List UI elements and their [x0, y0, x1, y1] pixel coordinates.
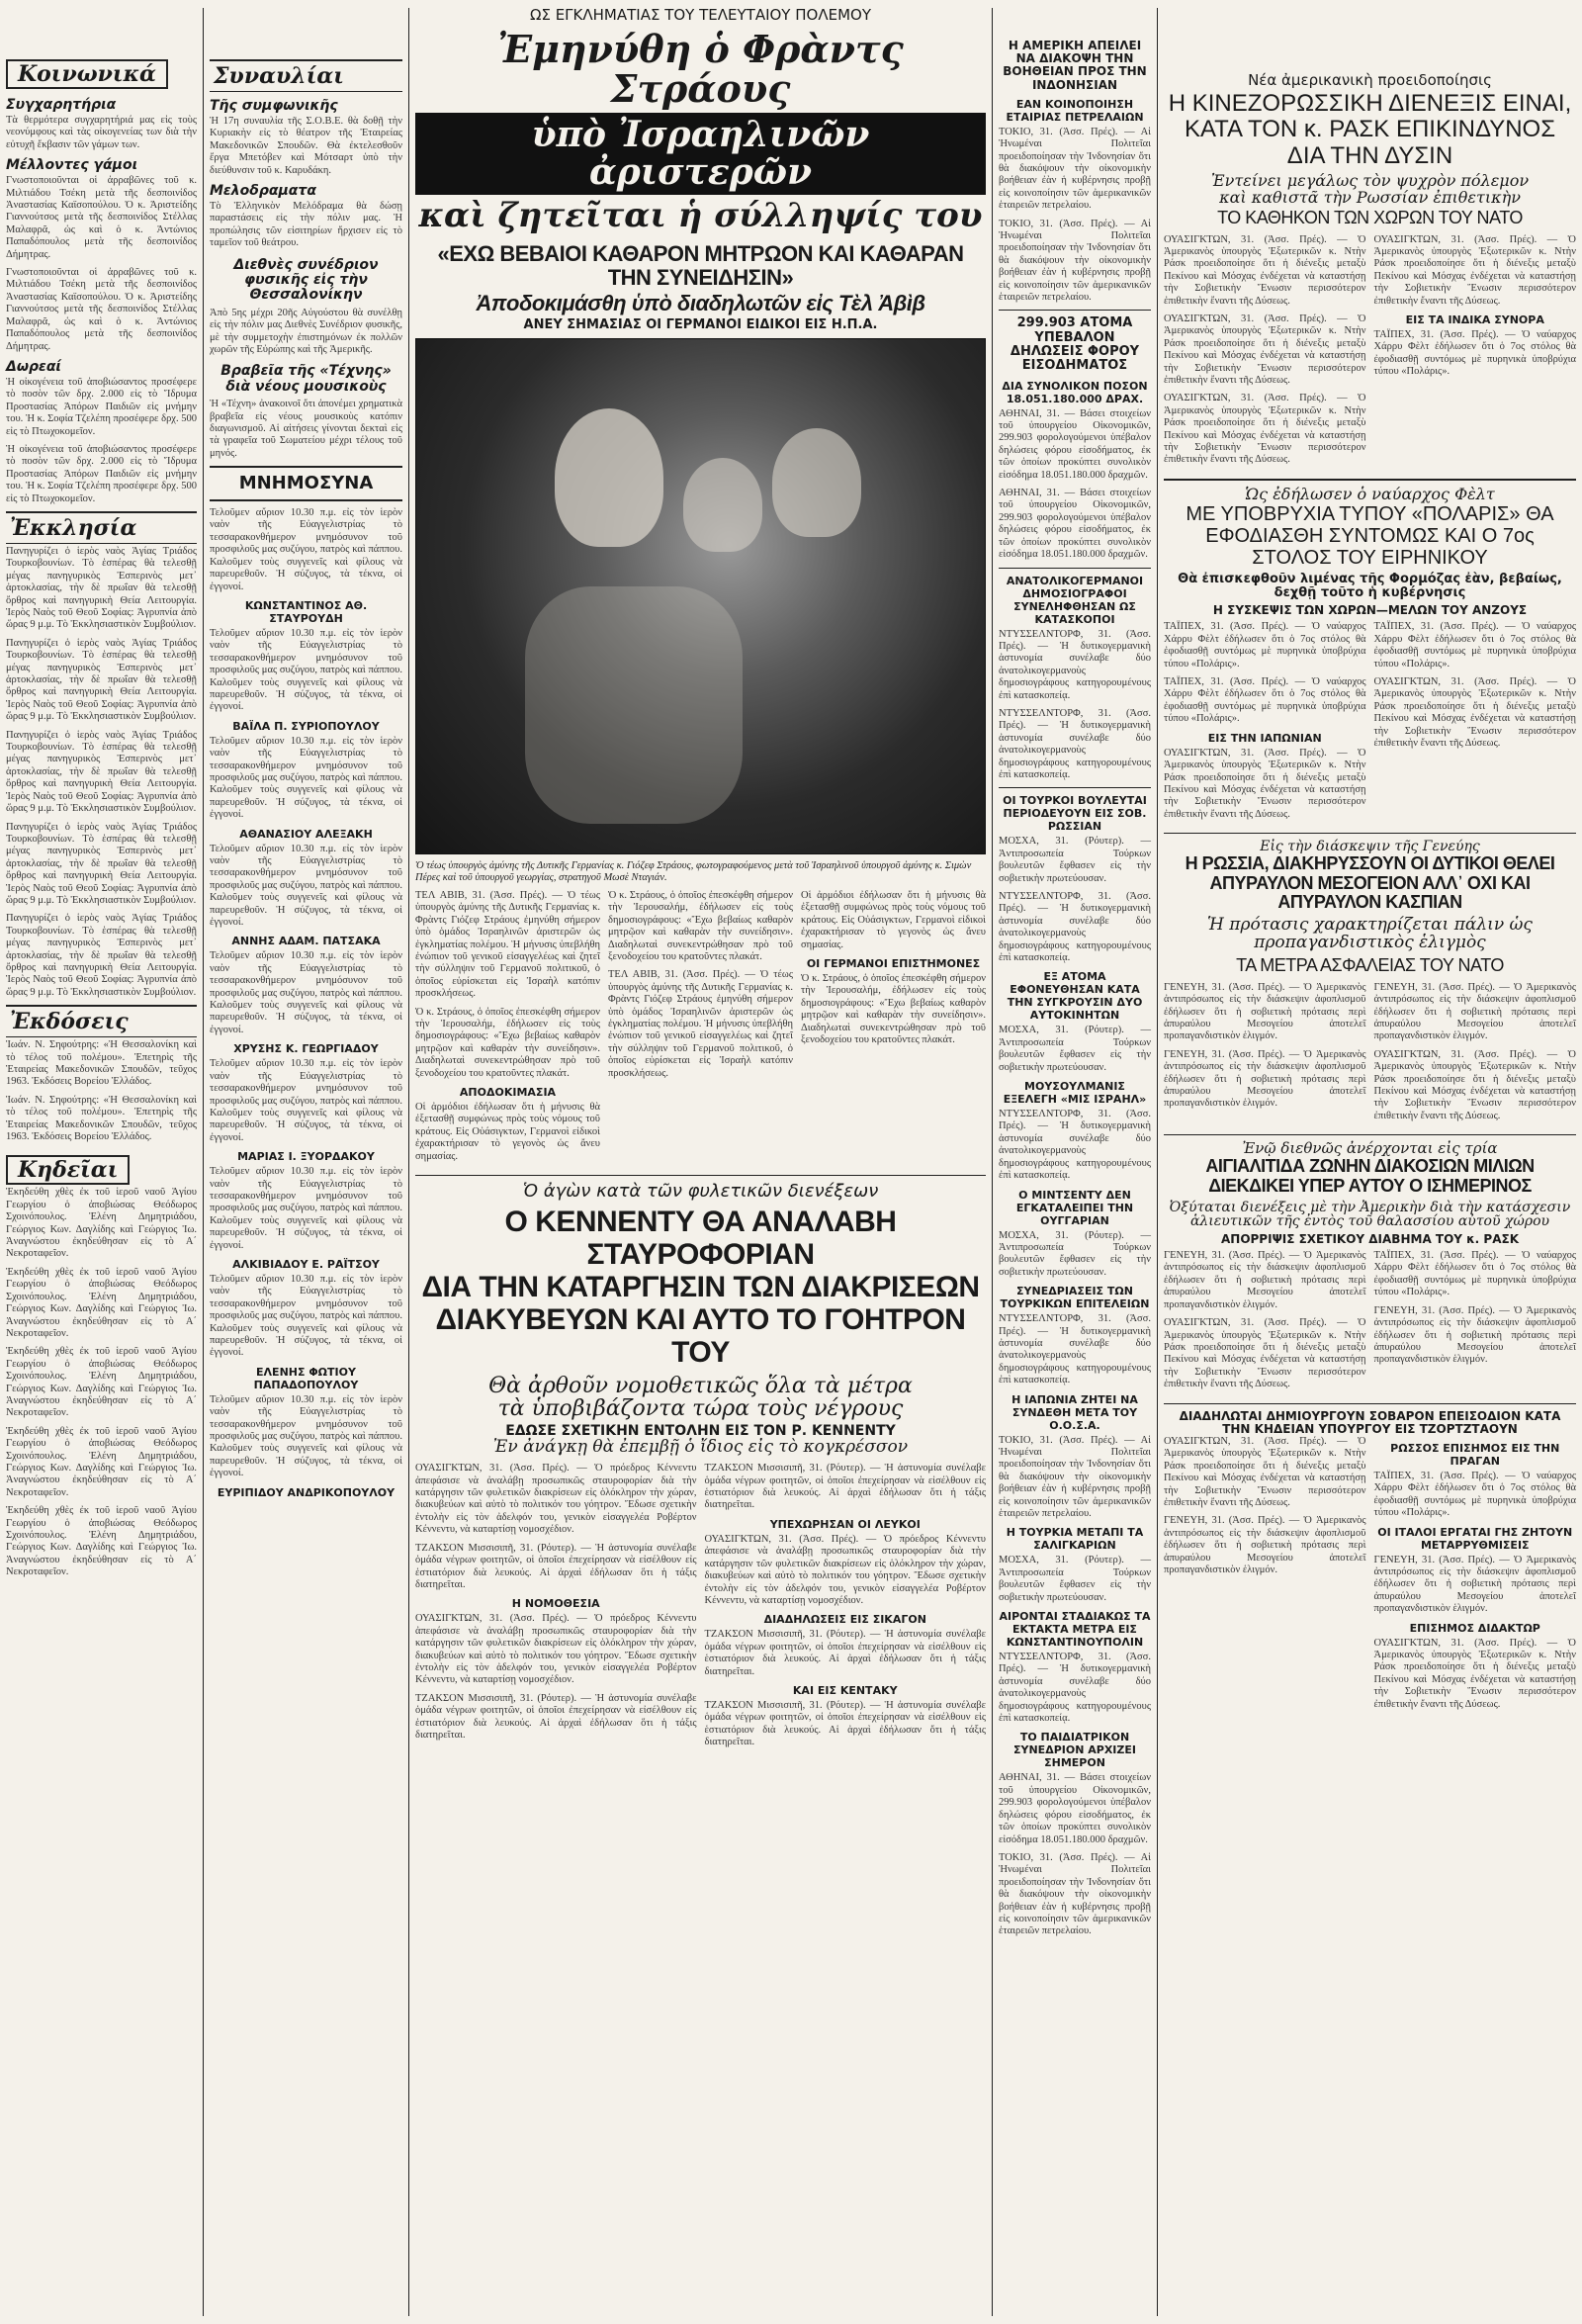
italy-head: ΟΙ ΙΤΑΛΟΙ ΕΡΓΑΤΑΙ ΓΗΣ ΖΗΤΟΥΝ ΜΕΤΑΡΡΥΘΜΙΣΕΙΣ [1377, 1525, 1573, 1552]
kennedy-head-3: ΔΙΑΚΥΒΕΥΩΝ ΚΑΙ ΑΥΤΟ ΤΟ ΓΟΗΤΡΟΝ ΤΟΥ [435, 1302, 966, 1369]
memorial-head: ΜΝΗΜΟΣΥΝΑ [238, 473, 374, 494]
memorial-name: ΧΡΥΣΗΣ Κ. ΓΕΩΡΓΙΑΔΟΥ [233, 1042, 379, 1056]
india-head: ΕΙΣ ΤΑ ΙΝΔΙΚΑ ΣΥΝΟΡΑ [1405, 313, 1544, 326]
disapproval-head: ΑΠΟΔΟΚΙΜΑΣΙΑ [459, 1086, 557, 1100]
georgetown-story-cont: ΓΕΝΕΥΗ, 31. (Ἀσσ. Πρές). — Ὁ Ἀμερικανὸς ἀντιπρόσωπος εἰς τὴν διάσκεψιν ἀφοπλισμοῦ ἐδήλωσεν ὅτι ἡ σοβιετικὴ πρότασις περὶ ἀπυραύλου Μεσογείου ἀποτελεῖ προπαγανδιστικὸν ἑλιγμόν. [1164, 1515, 1366, 1575]
strauss-story-left: ΤΕΛ ΑΒΙΒ, 31. (Ἀσσ. Πρές). — Ὁ τέως ὑπουργὸς ἀμύνης τῆς Δυτικῆς Γερμανίας κ. Φρὰντς Γιόζεφ Στράους ἐμηνύθη σήμερον ὑπὸ ὁμάδος Ἰσραηλινῶν ἀριστερῶν ὡς ἐγκληματίας πολέμου. Ἡ μήνυσις ὑπεβλήθη ἐνώπιον τοῦ γενικοῦ εἰσαγγελέως καὶ ζητεῖ τὴν σύλληψιν τοῦ Γερμανοῦ πολιτικοῦ, ὁ ὁποῖος εὑρίσκεται εἰς Ἰσραὴλ κατόπιν προσκλήσεως. [415, 889, 600, 1000]
photo-figure [525, 586, 743, 824]
rusk-story-b: ΟΥΑΣΙΓΚΤΩΝ, 31. (Ἀσσ. Πρές). — Ὁ Ἀμερικανὸς ὑπουργὸς Ἐξωτερικῶν κ. Ντὴν Ράσκ προειδοποίησε ὅτι ἡ διένεξις μεταξὺ Πεκίνου καὶ Μόσχας ἐνδέχεται νὰ καταστήσῃ τὴν Σοβιετικὴν Ἕνωσιν περισσότερον ἐπιθετικὴν ἔναντι τῆς Δύσεως. [1373, 233, 1576, 307]
engagements-text: Γνωστοποιοῦνται οἱ ἀρραβῶνες τοῦ κ. Μιλτιάδου Τσέκη μετὰ τῆς δεσποινίδος Ἀναστασίας Καϊσοπούλου. Ὁ κ. Ἀριστείδης Γιαννούτσος μετὰ τῆς δεσποινίδος Στέλλας Μαλαφρᾶ, ὡς καὶ ὁ κ. Ἀντώνιος Παπαδόπουλος μετὰ τῆς δεσποινίδος Δήμητρας. [6, 175, 197, 260]
church-text-cont: Πανηγυρίζει ὁ ἱερὸς ναὸς Ἁγίας Τριάδος Τουρκοβουνίων. Τὸ ἑσπέρας θὰ τελεσθῇ μέγας πανηγυρικὸς Ἑσπερινὸς μετ᾿ ἀρτοκλασίας, τὴν δὲ πρωΐαν θὰ τελεσθῇ ὄρθρος καὶ πανηγυρικὴ Θεία Λειτουργία. Ἱερὸς Ναὸς τοῦ Θεοῦ Σοφίας: Ἀγρυπνία ἀπὸ ὥρας 9 μ.μ. Τὸ Ἐκκλησιαστικὸν Συμβούλιον. [6, 637, 197, 723]
congrats-text: Τὰ θερμότερα συγχαρητήριά μας εἰς τοὺς νεονύμφους καὶ τὰς οἰκογενείας των διὰ τὴν εὐτυχῆ ἔκβασιν τῶν γάμων των. [6, 115, 197, 150]
memorial-name: ΑΝΝΗΣ ΑΔΑΜ. ΠΑΤΣΑΚΑ [231, 935, 381, 948]
church-text: Πανηγυρίζει ὁ ἱερὸς ναὸς Ἁγίας Τριάδος Τουρκοβουνίων. Τὸ ἑσπέρας θὰ τελεσθῇ μέγας πανηγυρικὸς Ἑσπερινὸς μετ᾿ ἀρτοκλασίας, τὴν δὲ πρωΐαν θὰ τελεσθῇ ὄρθρος καὶ πανηγυρικὴ Θεία Λειτουργία. Ἱερὸς Ναὸς τοῦ Θεοῦ Σοφίας: Ἀγρυπνία ἀπὸ ὥρας 9 μ.μ. Τὸ Ἐκκλησιαστικὸν Συμβούλιον. [6, 545, 197, 631]
memorial-text: Τελοῦμεν αὔριον 10.30 π.μ. εἰς τὸν ἱερὸν ναὸν τῆς Εὐαγγελιστρίας τὸ τεσσαρακονθήμερον μνημόσυνον τοῦ προσφιλοῦς μας συζύγου, πατρὸς καὶ πάππου. Καλοῦμεν τοὺς συγγενεῖς καὶ φίλους νὰ παρευρεθοῦν. Ἡ σύζυγος, τὰ τέκνα, οἱ ἐγγονοί. [210, 1166, 402, 1251]
strauss-story-right-cont: Ὁ κ. Στράους, ὁ ὁποῖος ἐπεσκέφθη σήμερον τὴν Ἱερουσαλήμ, ἐδήλωσεν εἰς τοὺς δημοσιογράφους: «Ἔχω βεβαίως καθαρὸν μητρῷον καὶ καθαρὰν τὴν συνείδησιν». Διαδηλωταὶ συνεκεντρώθησαν πρὸ τοῦ ξενοδοχείου του κρατοῦντες πλακάτ. [801, 972, 986, 1045]
church-text-cont2: Πανηγυρίζει ὁ ἱερὸς ναὸς Ἁγίας Τριάδος Τουρκοβουνίων. Τὸ ἑσπέρας θὰ τελεσθῇ μέγας πανηγυρικὸς Ἑσπερινὸς μετ᾿ ἀρτοκλασίας, τὴν δὲ πρωΐαν θὰ τελεσθῇ ὄρθρος καὶ πανηγυρικὴ Θεία Λειτουργία. Ἱερὸς Ναὸς τοῦ Θεοῦ Σοφίας: Ἀγρυπνία ἀπὸ ὥρας 9 μ.μ. Τὸ Ἐκκλησιαστικὸν Συμβούλιον. [6, 729, 197, 815]
memorial-name: ΒΑΪΛΑ Π. ΣΥΡΙΟΠΟΥΛΟΥ [232, 719, 380, 733]
rusk-sub-2: καὶ καθιστᾶ τὴν Ρωσσίαν ἐπιθετικὴν [1219, 187, 1521, 207]
kennedy-story-cont3: ΤΖΑΚΣΟΝ Μισσισιπῆ, 31. (Ρόυτερ). — Ἡ ἀστυνομία συνέλαβε ὁμάδα νέγρων φοιτητῶν, οἱ ὁποῖοι ἐπεχείρησαν νὰ εἰσέλθουν εἰς ἑστιατόριον διὰ λευκούς. Αἱ ἀρχαὶ ἐδήλωσαν ὅτι ἡ τάξις διατηρεῖται. [415, 1692, 697, 1741]
children-story: ΑΘΗΝΑΙ, 31. — Βάσει στοιχείων τοῦ ὑπουργείου Οἰκονομικῶν, 299.903 φορολογούμενοι ὑπέβαλον δηλώσεις φόρου εἰσοδήματος, ἐκ τῶν ὁποίων προκύπτει συνολικὸν εἰσόδημα 18.051.180.000 δραχμῶν. [999, 1772, 1151, 1845]
japan-story: ΟΥΑΣΙΓΚΤΩΝ, 31. (Ἀσσ. Πρές). — Ὁ Ἀμερικανὸς ὑπουργὸς Ἐξωτερικῶν κ. Ντὴν Ράσκ προειδοποίησε ὅτι ἡ διένεξις μεταξὺ Πεκίνου καὶ Μόσχας ἐνδέχεται νὰ καταστήσῃ τὴν Σοβιετικὴν Ἕνωσιν περισσότερον ἐπιθετικὴν ἔναντι τῆς Δύσεως. [1164, 747, 1366, 820]
church-text-cont4: Πανηγυρίζει ὁ ἱερὸς ναὸς Ἁγίας Τριάδος Τουρκοβουνίων. Τὸ ἑσπέρας θὰ τελεσθῇ μέγας πανηγυρικὸς Ἑσπερινὸς μετ᾿ ἀρτοκλασίας, τὴν δὲ πρωΐαν θὰ τελεσθῇ ὄρθρος καὶ πανηγυρικὴ Θεία Λειτουργία. Ἱερὸς Ναὸς τοῦ Θεοῦ Σοφίας: Ἀγρυπνία ἀπὸ ὥρας 9 μ.μ. Τὸ Ἐκκλησιαστικὸν Συμβούλιον. [6, 913, 197, 998]
geneva-story-cont: ΓΕΝΕΥΗ, 31. (Ἀσσ. Πρές). — Ὁ Ἀμερικανὸς ἀντιπρόσωπος εἰς τὴν διάσκεψιν ἀφοπλισμοῦ ἐδήλωσεν ὅτι ἡ σοβιετικὴ πρότασις περὶ ἀπυραύλου Μεσογείου ἀποτελεῖ προπαγανδιστικὸν ἑλιγμόν. [1164, 1048, 1366, 1110]
rice-story: ΝΤΥΣΣΕΛΝΤΟΡΦ, 31. (Ἀσσ. Πρές). — Ἡ δυτικογερμανικὴ ἀστυνομία συνέλαβε δύο ἀνατολικογερμανοὺς δημοσιογράφους κατηγορουμένους ἐπὶ κατασκοπείᾳ. [999, 1652, 1151, 1725]
polaris-sub: Θὰ ἐπισκεφθοῦν λιμένας τῆς Φορμόζας ἐὰν, βεβαίως, δεχθῇ τοῦτο ἡ κυβέρνησις [1178, 571, 1562, 600]
legislation-head: Η ΝΟΜΟΘΕΣΙΑ [511, 1597, 600, 1611]
anzus-head: Η ΣΥΣΚΕΨΙΣ ΤΩΝ ΧΩΡΩΝ—ΜΕΛΩΝ ΤΟΥ ΑΝΖΟΥΣ [1212, 603, 1528, 618]
strauss-story-left-cont2: Οἱ ἀρμόδιοι ἐδήλωσαν ὅτι ἡ μήνυσις θὰ ἐξετασθῇ συμφώνως πρὸς τοὺς νόμους τοῦ κράτους. Εἰς Οὐάσιγκτων, Γερμανοὶ εἰδικοὶ ἐχαρακτήρισαν τὸ γεγονὸς ὡς ἄνευ σημασίας. [415, 1102, 600, 1162]
engagements-text-cont: Γνωστοποιοῦνται οἱ ἀρραβῶνες τοῦ κ. Μιλτιάδου Τσέκη μετὰ τῆς δεσποινίδος Ἀναστασίας Καϊσοπούλου. Ὁ κ. Ἀριστείδης Γιαννούτσος μετὰ τῆς δεσποινίδος Στέλλας Μαλαφρᾶ, ὡς καὶ ὁ κ. Ἀντώνιος Παπαδόπουλος μετὰ τῆς δεσποινίδος Δήμητρας. [6, 267, 197, 352]
spies-story: ΝΤΥΣΣΕΛΝΤΟΡΦ, 31. (Ἀσσ. Πρές). — Ἡ δυτικογερμανικὴ ἀστυνομία συνέλαβε δύο ἀνατολικογερμανοὺς δημοσιογράφους κατηγορουμένους ἐπὶ κατασκοπείᾳ. [999, 628, 1151, 701]
funerals-text-cont: Ἐκηδεύθη χθὲς ἐκ τοῦ ἱεροῦ ναοῦ Ἁγίου Γεωργίου ὁ ἀποβιώσας Θεόδωρος Σχοινόπουλος. Ἐλένη Δημητριάδου, Γεώργιος Κων. Δαγλίδης καὶ Γεώργιος Ἰω. Ἀναγνώστου ἐκηδεύθησαν εἰς τὸ Α΄ Νεκροταφεῖον. [6, 1266, 197, 1339]
japan-head: ΕΙΣ ΤΗΝ ΙΑΠΩΝΙΑΝ [1207, 731, 1322, 745]
tax-story-cont: ΑΘΗΝΑΙ, 31. — Βάσει στοιχείων τοῦ ὑπουργείου Οἰκονομικῶν, 299.903 φορολογούμενοι ὑπέβαλον δηλώσεις φόρου εἰσοδήματος, ἐκ τῶν ὁποίων προκύπτει συνολικὸν εἰσόδημα 18.051.180.000 δραχμῶν. [999, 488, 1151, 561]
geneva-story-b: ΓΕΝΕΥΗ, 31. (Ἀσσ. Πρές). — Ὁ Ἀμερικανὸς ἀντιπρόσωπος εἰς τὴν διάσκεψιν ἀφοπλισμοῦ ἐδήλωσεν ὅτι ἡ σοβιετικὴ πρότασις περὶ ἀπυραύλου Μεσογείου ἀποτελεῖ προπαγανδιστικὸν ἑλιγμόν. [1373, 981, 1576, 1042]
photo-face [555, 408, 663, 547]
pubs-text-cont: Ἰωάν. Ν. Σηφούτρης: «Ἡ Θεσσαλονίκη καὶ τὸ τέλος τοῦ πολέμου». Ἐπετηρὶς τῆς Ἑταιρείας Μακεδονικῶν Σπουδῶν, τεῦχος 1963. Ἐκδόσεις Βορείου Ἑλλάδος. [6, 1094, 197, 1143]
prague-head: ΡΩΣΣΟΣ ΕΠΙΣΗΜΟΣ ΕΙΣ ΤΗΝ ΠΡΑΓΑΝ [1390, 1441, 1560, 1468]
gifts-text-cont: Ἡ οἰκογένεια τοῦ ἀποβιώσαντος προσέφερε τὸ ποσὸν τῶν δρχ. 2.000 εἰς τὸ Ἵδρυμα Προστασίας Ἀπόρων Παιδιῶν εἰς μνήμην του. Ἡ κ. Σοφία Τζελέπη προσέφερε δρχ. 500 εἰς τὸ Πτωχοκομεῖον. [6, 443, 197, 504]
polaris-story: ΤΑΪΠΕΧ, 31. (Ἀσσ. Πρές). — Ὁ ναύαρχος Χάρρυ Φὲλτ ἐδήλωσεν ὅτι ὁ 7ος στόλος θὰ ἐφοδιασθῇ συντόμως μὲ πυρηνικὰ ὑποβρύχια τύπου «Πολάρις». [1164, 621, 1366, 670]
memorial-text: Τελοῦμεν αὔριον 10.30 π.μ. εἰς τὸν ἱερὸν ναὸν τῆς Εὐαγγελιστρίας τὸ τεσσαρακονθήμερον μνημόσυνον τοῦ προσφιλοῦς μας συζύγου, πατρὸς καὶ πάππου. Καλοῦμεν τοὺς συγγενεῖς καὶ φίλους νὰ παρευρεθοῦν. Ἡ σύζυγος, τὰ τέκνα, οἱ ἐγγονοί. [210, 1393, 402, 1479]
strauss-photo [415, 338, 986, 854]
kennedy-story-cont: ΤΖΑΚΣΟΝ Μισσισιπῆ, 31. (Ρόυτερ). — Ἡ ἀστυνομία συνέλαβε ὁμάδα νέγρων φοιτητῶν, οἱ ὁποῖοι ἐπεχείρησαν νὰ εἰσέλθουν εἰς ἑστιατόριον διὰ λευκούς. Αἱ ἀρχαὶ ἐδήλωσαν ὅτι ἡ τάξις διατηρεῖται. [415, 1542, 697, 1590]
kennedy-story-2-cont3: ΤΖΑΚΣΟΝ Μισσισιπῆ, 31. (Ρόυτερ). — Ἡ ἀστυνομία συνέλαβε ὁμάδα νέγρων φοιτητῶν, οἱ ὁποῖοι ἐπεχείρησαν νὰ εἰσέλθουν εἰς ἑστιατόριον διὰ λευκούς. Αἱ ἀρχαὶ ἐδήλωσαν ὅτι ἡ τάξις διατηρεῖται. [704, 1699, 986, 1748]
memorial-text: Τελοῦμεν αὔριον 10.30 π.μ. εἰς τὸν ἱερὸν ναὸν τῆς Εὐαγγελιστρίας τὸ τεσσαρακονθήμερον μνημόσυνον τοῦ προσφιλοῦς μας συζύγου, πατρὸς καὶ πάππου. Καλοῦμεν τοὺς συγγενεῖς καὶ φίλους νὰ παρευρεθοῦν. Ἡ σύζυγος, τὰ τέκνα, οἱ ἐγγονοί. [210, 950, 402, 1035]
tax-head: 299.903 ΑΤΟΜΑ ΥΠΕΒΑΛΟΝ ΔΗΛΩΣΕΙΣ ΦΟΡΟΥ ΕΙΣΟΔΗΜΑΤΟΣ [1010, 315, 1140, 374]
section-concerts: Συναυλίαι [210, 59, 402, 92]
memorial-text: Τελοῦμεν αὔριον 10.30 π.μ. εἰς τὸν ἱερὸν ναὸν τῆς Εὐαγγελιστρίας τὸ τεσσαρακονθήμερον μνημόσυνον τοῦ προσφιλοῦς μας συζύγου, πατρὸς καὶ πάππου. Καλοῦμεν τοὺς συγγενεῖς καὶ φίλους νὰ παρευρεθοῦν. Ἡ σύζυγος, τὰ τέκνα, οἱ ἐγγονοί. [210, 1058, 402, 1143]
memorial-name: ΑΛΚΙΒΙΑΔΟΥ Ε. ΡΑΪΤΣΟΥ [232, 1257, 380, 1271]
polaris-head: ΜΕ ΥΠΟΒΡΥΧΙΑ ΤΥΠΟΥ «ΠΟΛΑΡΙΣ» ΘΑ ΕΦΟΔΙΑΣΘΗ ΣΥΝΤΟΜΩΣ ΚΑΙ Ο 7ος ΣΤΟΛΟΣ ΤΟΥ ΕΙΡΗΝΙΚΟΥ [1186, 502, 1554, 569]
prague-story: ΤΑΪΠΕΧ, 31. (Ἀσσ. Πρές). — Ὁ ναύαρχος Χάρρυ Φὲλτ ἐδήλωσεν ὅτι ὁ 7ος στόλος θὰ ἐφοδιασθῇ συντόμως μὲ πυρηνικὰ ὑποβρύχια τύπου «Πολάρις». [1373, 1470, 1576, 1519]
kennedy-story-2-cont: ΟΥΑΣΙΓΚΤΩΝ, 31. (Ἀσσ. Πρές). — Ὁ πρόεδρος Κέννεντυ ἀπεφάσισε νὰ ἀναλάβῃ προσωπικῶς σταυροφορίαν διὰ τὴν κατάργησιν τῶν φυλετικῶν διακρίσεων εἰς ὁλόκληρον τὴν χώραν, διακυβεύων καὶ αὐτὸ τὸ πολιτικόν του γόητρον. Ἔδωσε σχετικὴν ἐντολὴν εἰς τὸν ἀδελφόν του, γενικὸν εἰσαγγελέα Ροβέρτον Κέννεντυ, νὰ καταρτίσῃ νομοσχέδιον. [704, 1533, 986, 1606]
photo-caption: Ὁ τέως ὑπουργὸς ἀμύνης τῆς Δυτικῆς Γερμανίας κ. Γιόζεφ Στράους, φωτογραφούμενος μετὰ τοῦ Ἰσραηλινοῦ ὑπουργοῦ ἀμύνης κ. Σιμὼν Πέρες καὶ τοῦ ὑπουργοῦ γεωργίας, στρατηγοῦ Μωσὲ Νταγιάν. [415, 859, 972, 883]
indonesia-story: ΤΟΚΙΟ, 31. (Ἀσσ. Πρές). — Αἱ Ἡνωμέναι Πολιτεῖαι προειδοποίησαν τὴν Ἰνδονησίαν ὅτι θὰ διακόψουν τὴν οἰκονομικὴν βοήθειαν ἐὰν ἡ κυβέρνησις προβῇ εἰς κοινοποίησιν τῶν ἀμερικανικῶν ἑταιρειῶν πετρελαίου. [999, 126, 1151, 212]
geneva-story: ΓΕΝΕΥΗ, 31. (Ἀσσ. Πρές). — Ὁ Ἀμερικανὸς ἀντιπρόσωπος εἰς τὴν διάσκεψιν ἀφοπλισμοῦ ἐδήλωσεν ὅτι ἡ σοβιετικὴ πρότασις περὶ ἀπυραύλου Μεσογείου ἀποτελεῖ προπαγανδιστικὸν ἑλιγμόν. [1164, 981, 1366, 1042]
recitals-head: Μελοδραματα [210, 183, 316, 200]
kennedy-sub-2: τὰ ὑποβιβάζοντα τώρα τοὺς νέγρους [497, 1395, 904, 1421]
rusk-story-cont: ΟΥΑΣΙΓΚΤΩΝ, 31. (Ἀσσ. Πρές). — Ὁ Ἀμερικανὸς ὑπουργὸς Ἐξωτερικῶν κ. Ντὴν Ράσκ προειδοποίησε ὅτι ἡ διένεξις μεταξὺ Πεκίνου καὶ Μόσχας ἐνδέχεται νὰ καταστήσῃ τὴν Σοβιετικὴν Ἕνωσιν περισσότερον ἐπιθετικὴν ἔναντι τῆς Δύσεως. [1164, 313, 1366, 387]
spies-story-cont: ΝΤΥΣΣΕΛΝΤΟΡΦ, 31. (Ἀσσ. Πρές). — Ἡ δυτικογερμανικὴ ἀστυνομία συνέλαβε δύο ἀνατολικογερμανοὺς δημοσιογράφους κατηγορουμένους ἐπὶ κατασκοπείᾳ. [999, 707, 1151, 780]
funerals-text-cont4: Ἐκηδεύθη χθὲς ἐκ τοῦ ἱεροῦ ναοῦ Ἁγίου Γεωργίου ὁ ἀποβιώσας Θεόδωρος Σχοινόπουλος. Ἐλένη Δημητριάδου, Γεώργιος Κων. Δαγλίδης καὶ Γεώργιος Ἰω. Ἀναγνώστου ἐκηδεύθησαν εἰς τὸ Α΄ Νεκροταφεῖον. [6, 1505, 197, 1578]
ecuador-story-b-cont: ΓΕΝΕΥΗ, 31. (Ἀσσ. Πρές). — Ὁ Ἀμερικανὸς ἀντιπρόσωπος εἰς τὴν διάσκεψιν ἀφοπλισμοῦ ἐδήλωσεν ὅτι ἡ σοβιετικὴ πρότασις περὶ ἀπυραύλου Μεσογείου ἀποτελεῖ προπαγανδιστικὸν ἑλιγμόν. [1373, 1304, 1576, 1366]
memorial-name: ΕΥΡΙΠΙΔΟΥ ΑΝΔΡΙΚΟΠΟΥΛΟΥ [217, 1485, 396, 1499]
rusk-kicker: Νέα ἀμερικανικὴ προειδοποίησις [1248, 71, 1492, 89]
strauss-quote: «ΕΧΩ ΒΕΒΑΙΟΙ ΚΑΘΑΡΟΝ ΜΗΤΡΩΟΝ ΚΑΙ ΚΑΘΑΡΑΝ ΤΗΝ ΣΥΝΕΙΔΗΣΙΝ» [437, 241, 964, 291]
doctor-head: ΕΠΙΣΗΜΟΣ ΔΙΔΑΚΤΩΡ [1409, 1621, 1540, 1635]
engagements-head: Μέλλοντες γάμοι [6, 157, 138, 174]
section-funerals: Κηδεῖαι [6, 1155, 130, 1185]
meetings-head: ΣΥΝΕΔΡΙΑΣΕΙΣ ΤΩΝ ΤΟΥΡΚΙΚΩΝ ΕΠΙΤΕΛΕΙΩΝ [1000, 1285, 1150, 1311]
kennedy-kicker: Ὁ ἀγὼν κατὰ τῶν φυλετικῶν διενέξεων [522, 1181, 879, 1203]
ecuador-sub: Ὀξύταται διενέξεις μὲ τὴν Ἀμερικὴν διὰ τὴν κατάσχεσιν ἁλιευτικῶν τῆς ἐντὸς τοῦ θαλασσίου αὐτοῦ χώρου [1169, 1199, 1571, 1230]
memorial-name: ΚΩΝΣΤΑΝΤΙΝΟΣ ΑΘ. ΣΤΑΥΡΟΥΔΗ [244, 598, 368, 625]
japan-oecd-head: Η ΙΑΠΩΝΙΑ ΖΗΤΕΙ ΝΑ ΣΥΝΔΕΘΗ ΜΕΤΑ ΤΟΥ Ο.Ο.Σ.Α. [1011, 1392, 1138, 1432]
rusk-sub-1: Ἐντείνει μεγάλως τὸν ψυχρὸν πόλεμον [1210, 171, 1530, 191]
kennedy-head-2: ΔΙΑ ΤΗΝ ΚΑΤΑΡΓΗΣΙΝ ΤΩΝ ΔΙΑΚΡΙΣΕΩΝ [421, 1270, 980, 1303]
georgetown-head: ΔΙΑΔΗΛΩΤΑΙ ΔΗΜΙΟΥΡΓΟΥΝ ΣΟΒΑΡΟΝ ΕΠΕΙΣΟΔΙΟΝ ΚΑΤΑ ΤΗΝ ΚΗΔΕΙΑΝ ΥΠΟΥΡΓΟΥ ΕΙΣ ΤΖΟΡΤΖΤΑΟΥΝ [1179, 1408, 1561, 1436]
congrats-head: Συγχαρητήρια [6, 97, 117, 113]
memorial-name: ΑΘΑΝΑΣΙΟΥ ΑΛΕΞΑΚΗ [239, 827, 373, 841]
turks-story: ΜΟΣΧΑ, 31. (Ρόυτερ). — Ἀντιπροσωπεία Τούρκων βουλευτῶν ἔφθασεν εἰς τὴν σοβιετικὴν πρωτεύουσαν. [999, 836, 1151, 884]
kennedy-story: ΟΥΑΣΙΓΚΤΩΝ, 31. (Ἀσσ. Πρές). — Ὁ πρόεδρος Κέννεντυ ἀπεφάσισε νὰ ἀναλάβῃ προσωπικῶς σταυροφορίαν διὰ τὴν κατάργησιν τῶν φυλετικῶν διακρίσεων εἰς ὁλόκληρον τὴν χώραν, διακυβεύων καὶ αὐτὸ τὸ πολιτικόν του γόητρον. Ἔδωσε σχετικὴν ἐντολὴν εἰς τὸν ἀδελφόν του, γενικὸν εἰσαγγελέα Ροβέρτον Κέννεντυ, νὰ καταρτίσῃ νομοσχέδιον. [415, 1463, 697, 1536]
church-text-cont3: Πανηγυρίζει ὁ ἱερὸς ναὸς Ἁγίας Τριάδος Τουρκοβουνίων. Τὸ ἑσπέρας θὰ τελεσθῇ μέγας πανηγυρικὸς Ἑσπερινὸς μετ᾿ ἀρτοκλασίας, τὴν δὲ πρωΐαν θὰ τελεσθῇ ὄρθρος καὶ πανηγυρικὴ Θεία Λειτουργία. Ἱερὸς Ναὸς τοῦ Θεοῦ Σοφίας: Ἀγρυπνία ἀπὸ ὥρας 9 μ.μ. Τὸ Ἐκκλησιαστικὸν Συμβούλιον. [6, 821, 197, 906]
kennedy-story-cont2: ΟΥΑΣΙΓΚΤΩΝ, 31. (Ἀσσ. Πρές). — Ὁ πρόεδρος Κέννεντυ ἀπεφάσισε νὰ ἀναλάβῃ προσωπικῶς σταυροφορίαν διὰ τὴν κατάργησιν τῶν φυλετικῶν διακρίσεων εἰς ὁλόκληρον τὴν χώραν, διακυβεύων καὶ αὐτὸ τὸ πολιτικόν του γόητρον. Ἔδωσε σχετικὴν ἐντολὴν εἰς τὸν ἀδελφόν του, γενικὸν εἰσαγγελέα Ροβέρτον Κέννεντυ, νὰ καταρτίσῃ νομοσχέδιον. [415, 1613, 697, 1686]
rice-head: ΑΙΡΟΝΤΑΙ ΣΤΑΔΙΑΚΩΣ ΤΑ ΕΚΤΑΚΤΑ ΜΕΤΡΑ ΕΙΣ ΚΩΝΣΤΑΝΤΙΝΟΥΠΟΛΙΝ [999, 1610, 1151, 1650]
column-international [1158, 0, 1582, 2324]
meetings-story: ΝΤΥΣΣΕΛΝΤΟΡΦ, 31. (Ἀσσ. Πρές). — Ἡ δυτικογερμανικὴ ἀστυνομία συνέλαβε δύο ἀνατολικογερμανοὺς δημοσιογράφους κατηγορουμένους ἐπὶ κατασκοπείᾳ. [999, 1313, 1151, 1386]
center-story [409, 0, 992, 2324]
mindszenty-story: ΜΟΣΧΑ, 31. (Ρόυτερ). — Ἀντιπροσωπεία Τούρκων βουλευτῶν ἔφθασεν εἰς τὴν σοβιετικὴν πρωτεύουσαν. [999, 1229, 1151, 1278]
india-story: ΤΑΪΠΕΧ, 31. (Ἀσσ. Πρές). — Ὁ ναύαρχος Χάρρυ Φὲλτ ἐδήλωσεν ὅτι ὁ 7ος στόλος θὰ ἐφοδιασθῇ συντόμως μὲ πυρηνικὰ ὑποβρύχια τύπου «Πολάρις». [1373, 329, 1576, 378]
cars-head: ΕΞ ΑΤΟΜΑ ΕΦΟΝΕΥΘΗΣΑΝ ΚΑΤΑ ΤΗΝ ΣΥΓΚΡΟΥΣΙΝ ΔΥΟ ΑΥΤΟΚΙΝΗΤΩΝ [1007, 970, 1143, 1023]
ecuador-story-b: ΤΑΪΠΕΧ, 31. (Ἀσσ. Πρές). — Ὁ ναύαρχος Χάρρυ Φὲλτ ἐδήλωσεν ὅτι ὁ 7ος στόλος θὰ ἐφοδιασθῇ συντόμως μὲ πυρηνικὰ ὑποβρύχια τύπου «Πολάρις». [1373, 1250, 1576, 1298]
memorial-text: Τελοῦμεν αὔριον 10.30 π.μ. εἰς τὸν ἱερὸν ναὸν τῆς Εὐαγγελιστρίας τὸ τεσσαρακονθήμερον μνημόσυνον τοῦ προσφιλοῦς μας συζύγου, πατρὸς καὶ πάππου. Καλοῦμεν τοὺς συγγενεῖς καὶ φίλους νὰ παρευρεθοῦν. Ἡ σύζυγος, τὰ τέκνα, οἱ ἐγγονοί. [210, 507, 402, 592]
mindszenty-head: Ο ΜΙΝΤΣΕΝΤΥ ΔΕΝ ΕΓΚΑΤΑΛΕΙΠΕΙ ΤΗΝ ΟΥΓΓΑΡΙΑΝ [1015, 1188, 1134, 1227]
gifts-text: Ἡ οἰκογένεια τοῦ ἀποβιώσαντος προσέφερε τὸ ποσὸν τῶν δρχ. 2.000 εἰς τὸ Ἵδρυμα Προστασίας Ἀπόρων Παιδιῶν εἰς μνήμην του. Ἡ κ. Σοφία Τζελέπη προσέφερε δρχ. 500 εἰς τὸ Πτωχοκομεῖον. [6, 376, 197, 437]
turks-head: ΟΙ ΤΟΥΡΚΟΙ ΒΟΥΛΕΥΤΑΙ ΠΕΡΙΟΔΕΥΟΥΝ ΕΙΣ ΣΟΒ. ΡΩΣΣΙΑΝ [1003, 794, 1147, 834]
indonesia-head: Η ΑΜΕΡΙΚΗ ΑΠΕΙΛΕΙ ΝΑ ΔΙΑΚΟΨΗ ΤΗΝ ΒΟΗΘΕΙΑΝ ΠΡΟΣ ΤΗΝ ΙΝΔΟΝΗΣΙΑΝ [1003, 39, 1147, 92]
strauss-subhead: Ἀποδοκιμάσθη ὑπὸ διαδηλωτῶν εἰς Τὲλ Ἀβὶβ [476, 291, 925, 316]
turks-story-cont: ΝΤΥΣΣΕΛΝΤΟΡΦ, 31. (Ἀσσ. Πρές). — Ἡ δυτικογερμανικὴ ἀστυνομία συνέλαβε δύο ἀνατολικογερμανοὺς δημοσιογράφους κατηγορουμένους ἐπὶ κατασκοπείᾳ. [999, 891, 1151, 964]
rusk-story-cont2: ΟΥΑΣΙΓΚΤΩΝ, 31. (Ἀσσ. Πρές). — Ὁ Ἀμερικανὸς ὑπουργὸς Ἐξωτερικῶν κ. Ντὴν Ράσκ προειδοποίησε ὅτι ἡ διένεξις μεταξὺ Πεκίνου καὶ Μόσχας ἐνδέχεται νὰ καταστήσῃ τὴν Σοβιετικὴν Ἕνωσιν περισσότερον ἐπιθετικὴν ἔναντι τῆς Δύσεως. [1164, 393, 1366, 466]
section-social: Κοινωνικά [6, 59, 168, 89]
strauss-headline-2: ὑπὸ Ἰσραηλινῶν ἀριστερῶν [415, 113, 986, 196]
spies-head: ΑΝΑΤΟΛΙΚΟΓΕΡΜΑΝΟΙ ΔΗΜΟΣΙΟΓΡΑΦΟΙ ΣΥΝΕΛΗΦΘΗΣΑΝ ΩΣ ΚΑΤΑΣΚΟΠΟΙ [1006, 574, 1144, 626]
funerals-text-cont2: Ἐκηδεύθη χθὲς ἐκ τοῦ ἱεροῦ ναοῦ Ἁγίου Γεωργίου ὁ ἀποβιώσας Θεόδωρος Σχοινόπουλος. Ἐλένη Δημητριάδου, Γεώργιος Κων. Δαγλίδης καὶ Γεώργιος Ἰω. Ἀναγνώστου ἐκηδεύθησαν εἰς τὸ Α΄ Νεκροταφεῖον. [6, 1346, 197, 1419]
whites-head: ΥΠΕΧΩΡΗΣΑΝ ΟΙ ΛΕΥΚΟΙ [769, 1517, 921, 1531]
children-head: ΤΟ ΠΑΙΔΙΑΤΡΙΚΟΝ ΣΥΝΕΔΡΙΟΝ ΑΡΧΙΖΕΙ ΣΗΜΕΡΟΝ [1013, 1731, 1136, 1770]
polaris-story-cont: ΤΑΪΠΕΧ, 31. (Ἀσσ. Πρές). — Ὁ ναύαρχος Χάρρυ Φὲλτ ἐδήλωσεν ὅτι ὁ 7ος στόλος θὰ ἐφοδιασθῇ συντόμως μὲ πυρηνικὰ ὑποβρύχια τύπου «Πολάρις». [1164, 676, 1366, 725]
anzus-story: ΤΑΪΠΕΧ, 31. (Ἀσσ. Πρές). — Ὁ ναύαρχος Χάρρυ Φὲλτ ἐδήλωσεν ὅτι ὁ 7ος στόλος θὰ ἐφοδιασθῇ συντόμως μὲ πυρηνικὰ ὑποβρύχια τύπου «Πολάρις». [1373, 621, 1576, 670]
geneva-kicker: Εἰς τὴν διάσκεψιν τῆς Γενεύης [1260, 839, 1480, 855]
funerals-text: Ἐκηδεύθη χθὲς ἐκ τοῦ ἱεροῦ ναοῦ Ἁγίου Γεωργίου ὁ ἀποβιώσας Θεόδωρος Σχοινόπουλος. Ἐλένη Δημητριάδου, Γεώργιος Κων. Δαγλίδης καὶ Γεώργιος Ἰω. Ἀναγνώστου ἐκηδεύθησαν εἰς τὸ Α΄ Νεκροταφεῖον. [6, 1187, 197, 1260]
tax-sub: ΔΙΑ ΣΥΝΟΛΙΚΟΝ ΠΟΣΟΝ 18.051.180.000 ΔΡΑΧ. [1002, 379, 1148, 405]
kennedy-story-2: ΤΖΑΚΣΟΝ Μισσισιπῆ, 31. (Ρόυτερ). — Ἡ ἀστυνομία συνέλαβε ὁμάδα νέγρων φοιτητῶν, οἱ ὁποῖοι ἐπεχείρησαν νὰ εἰσέλθουν εἰς ἑστιατόριον διὰ λευκούς. Αἱ ἀρχαὶ ἐδήλωσαν ὅτι ἡ τάξις διατηρεῖται. [704, 1463, 986, 1511]
memorial-list [210, 507, 402, 1499]
memorial-name: ΜΑΡΙΑΣ Ι. ΞΥΟΡΔΑΚΟΥ [237, 1150, 375, 1164]
children-story-cont: ΤΟΚΙΟ, 31. (Ἀσσ. Πρές). — Αἱ Ἡνωμέναι Πολιτεῖαι προειδοποίησαν τὴν Ἰνδονησίαν ὅτι θὰ διακόψουν τὴν οἰκονομικὴν βοήθειαν ἐὰν ἡ κυβέρνησις προβῇ εἰς κοινοποίησιν τῶν ἀμερικανικῶν ἑταιρειῶν πετρελαίου. [999, 1851, 1151, 1937]
strauss-story-right: Οἱ ἀρμόδιοι ἐδήλωσαν ὅτι ἡ μήνυσις θὰ ἐξετασθῇ συμφώνως πρὸς τοὺς νόμους τοῦ κράτους. Εἰς Οὐάσιγκτων, Γερμανοὶ εἰδικοὶ ἐχαρακτήρισαν τὸ γεγονὸς ὡς ἄνευ σημασίας. [801, 889, 986, 950]
strauss-headline-1: Ἐμηνύθη ὁ Φρὰντς Στράους [497, 27, 904, 111]
georgetown-story: ΟΥΑΣΙΓΚΤΩΝ, 31. (Ἀσσ. Πρές). — Ὁ Ἀμερικανὸς ὑπουργὸς Ἐξωτερικῶν κ. Ντὴν Ράσκ προειδοποίησε ὅτι ἡ διένεξις μεταξὺ Πεκίνου καὶ Μόσχας ἐνδέχεται νὰ καταστήσῃ τὴν Σοβιετικὴν Ἕνωσιν περισσότερον ἐπιθετικὴν ἔναντι τῆς Δύσεως. [1164, 1435, 1366, 1508]
memorial-text: Τελοῦμεν αὔριον 10.30 π.μ. εἰς τὸν ἱερὸν ναὸν τῆς Εὐαγγελιστρίας τὸ τεσσαρακονθήμερον μνημόσυνον τοῦ προσφιλοῦς μας συζύγου, πατρὸς καὶ πάππου. Καλοῦμεν τοὺς συγγενεῖς καὶ φίλους νὰ παρευρεθοῦν. Ἡ σύζυγος, τὰ τέκνα, οἱ ἐγγονοί. [210, 735, 402, 821]
memorial-text: Τελοῦμεν αὔριον 10.30 π.μ. εἰς τὸν ἱερὸν ναὸν τῆς Εὐαγγελιστρίας τὸ τεσσαρακονθήμερον μνημόσυνον τοῦ προσφιλοῦς μας συζύγου, πατρὸς καὶ πάππου. Καλοῦμεν τοὺς συγγενεῖς καὶ φίλους νὰ παρευρεθοῦν. Ἡ σύζυγος, τὰ τέκνα, οἱ ἐγγονοί. [210, 1273, 402, 1359]
geneva-sub: Ἡ πρότασις χαρακτηρίζεται πάλιν ὡς προπαγανδιστικὸς ἑλιγμὸς [1207, 915, 1533, 953]
ecuador-head: ΑΙΓΙΑΛΙΤΙΔΑ ΖΩΝΗΝ ΔΙΑΚΟΣΙΩΝ ΜΙΛΙΩΝ ΔΙΕΚΔΙΚΕΙ ΥΠΕΡ ΑΥΤΟΥ Ο ΙΣΗΜΕΡΙΝΟΣ [1205, 1155, 1535, 1196]
strauss-kicker: ΩΣ ΕΓΚΛΗΜΑΤΙΑΣ ΤΟΥ ΤΕΛΕΥΤΑΙΟΥ ΠΟΛΕΜΟΥ [530, 6, 871, 24]
rusk-head: Η ΚΙΝΕΖΟΡΩΣΣΙΚΗ ΔΙΕΝΕΞΙΣ ΕΙΝΑΙ, ΚΑΤΑ ΤΟΝ κ. ΡΑΣΚ ΕΠΙΚΙΝΔΥΝΟΣ ΔΙΑ ΤΗΝ ΔΥΣΙΝ [1168, 90, 1572, 169]
indonesia-sub: ΕΑΝ ΚΟΙΝΟΠΟΙΗΣΗ ΕΤΑΙΡΙΑΣ ΠΕΤΡΕΛΑΙΩΝ [1006, 97, 1144, 124]
kennedy-sub-4: Ἐν ἀνάγκῃ θὰ ἐπεμβῇ ὁ ἴδιος εἰς τὸ κογκρέσσον [492, 1437, 909, 1458]
kennedy-head-1: Ο ΚΕΝΝΕΝΤΥ ΘΑ ΑΝΑΛΑΒΗ ΣΤΑΥΡΟΦΟΡΙΑΝ [504, 1205, 897, 1271]
experts-head: ΟΙ ΓΕΡΜΑΝΟΙ ΕΠΙΣΤΗΜΟΝΕΣ [806, 956, 981, 970]
geneva-story-b-cont: ΟΥΑΣΙΓΚΤΩΝ, 31. (Ἀσσ. Πρές). — Ὁ Ἀμερικανὸς ὑπουργὸς Ἐξωτερικῶν κ. Ντὴν Ράσκ προειδοποίησε ὅτι ἡ διένεξις μεταξὺ Πεκίνου καὶ Μόσχας ἐνδέχεται νὰ καταστήσῃ τὴν Σοβιετικὴν Ἕνωσιν περισσότερον ἐπιθετικὴν ἔναντι τῆς Δύσεως. [1373, 1048, 1576, 1121]
symphony-head: Τῆς συμφωνικῆς [210, 98, 338, 114]
photo-face [772, 428, 861, 537]
muslims-head: ΜΟΥΣΟΥΛΜΑΝΙΣ ΕΞΕΛΕΓΗ «ΜΙΣ ΙΣΡΑΗΛ» [1003, 1080, 1147, 1107]
photo-face [683, 458, 762, 552]
column-world [993, 0, 1157, 2324]
strauss-headline-3: καὶ ζητεῖται ἡ σύλληψίς του [418, 196, 983, 236]
snails-story: ΜΟΣΧΑ, 31. (Ρόυτερ). — Ἀντιπροσωπεία Τούρκων βουλευτῶν ἔφθασεν εἰς τὴν σοβιετικὴν πρωτεύουσαν. [999, 1555, 1151, 1603]
kennedy-story-2-cont2: ΤΖΑΚΣΟΝ Μισσισιπῆ, 31. (Ρόυτερ). — Ἡ ἀστυνομία συνέλαβε ὁμάδα νέγρων φοιτητῶν, οἱ ὁποῖοι ἐπεχείρησαν νὰ εἰσέλθουν εἰς ἑστιατόριον διὰ λευκούς. Αἱ ἀρχαὶ ἐδήλωσαν ὅτι ἡ τάξις διατηρεῖται. [704, 1629, 986, 1677]
rusk-sub-3: ΤΟ ΚΑΘΗΚΟΝ ΤΩΝ ΧΩΡΩΝ ΤΟΥ ΝΑΤΟ [1217, 207, 1523, 227]
section-church: Ἐκκλησία [6, 511, 197, 544]
congress-text: Ἀπὸ 5ης μέχρι 20ῆς Αὐγούστου θὰ συνέλθῃ εἰς τὴν πόλιν μας Διεθνὲς Συνέδριον φυσικῆς, μὲ τὴν συμμετοχὴν ἐπιστημόνων ἐκ πολλῶν χωρῶν τῆς Εὐρώπης καὶ τῆς Ἀμερικῆς. [210, 307, 402, 356]
ecuador-story-cont: ΟΥΑΣΙΓΚΤΩΝ, 31. (Ἀσσ. Πρές). — Ὁ Ἀμερικανὸς ὑπουργὸς Ἐξωτερικῶν κ. Ντὴν Ράσκ προειδοποίησε ὅτι ἡ διένεξις μεταξὺ Πεκίνου καὶ Μόσχας ἐνδέχεται νὰ καταστήσῃ τὴν Σοβιετικὴν Ἕνωσιν περισσότερον ἐπιθετικὴν ἔναντι τῆς Δύσεως. [1164, 1317, 1366, 1390]
award-head: Βραβεῖα τῆς «Τέχνης» διὰ νέους μουσικοὺς [220, 363, 392, 395]
nato-head: ΤΑ ΜΕΤΡΑ ΑΣΦΑΛΕΙΑΣ ΤΟΥ ΝΑΤΟ [1236, 954, 1504, 975]
indonesia-story-cont: ΤΟΚΙΟ, 31. (Ἀσσ. Πρές). — Αἱ Ἡνωμέναι Πολιτεῖαι προειδοποίησαν τὴν Ἰνδονησίαν ὅτι θὰ διακόψουν τὴν οἰκονομικὴν βοήθειαν ἐὰν ἡ κυβέρνησις προβῇ εἰς κοινοποίησιν τῶν ἀμερικανικῶν ἑταιρειῶν πετρελαίου. [999, 218, 1151, 304]
section-pubs: Ἐκδόσεις [6, 1005, 197, 1037]
memorial-name: ΕΛΕΝΗΣ ΦΩΤΙΟΥ ΠΑΠΑΔΟΠΟΥΛΟΥ [253, 1365, 359, 1391]
kennedy-sub-1: Θὰ ἀρθοῦν νομοθετικῶς ὅλα τὰ μέτρα [488, 1373, 913, 1398]
congress-head: Διεθνὲς συνέδριον φυσικῆς εἰς τὴν Θεσσαλονίκην [233, 256, 379, 304]
column-concerts [204, 0, 408, 2324]
strauss-subhead-2: ΑΝΕΥ ΣΗΜΑΣΙΑΣ ΟΙ ΓΕΡΜΑΝΟΙ ΕΙΔΙΚΟΙ ΕΙΣ Η.Π.Α. [523, 316, 878, 332]
italy-story: ΓΕΝΕΥΗ, 31. (Ἀσσ. Πρές). — Ὁ Ἀμερικανὸς ἀντιπρόσωπος εἰς τὴν διάσκεψιν ἀφοπλισμοῦ ἐδήλωσεν ὅτι ἡ σοβιετικὴ πρότασις περὶ ἀπυραύλου Μεσογείου ἀποτελεῖ προπαγανδιστικὸν ἑλιγμόν. [1373, 1554, 1576, 1615]
memorial-text: Τελοῦμεν αὔριον 10.30 π.μ. εἰς τὸν ἱερὸν ναὸν τῆς Εὐαγγελιστρίας τὸ τεσσαρακονθήμερον μνημόσυνον τοῦ προσφιλοῦς μας συζύγου, πατρὸς καὶ πάππου. Καλοῦμεν τοὺς συγγενεῖς καὶ φίλους νὰ παρευρεθοῦν. Ἡ σύζυγος, τὰ τέκνα, οἱ ἐγγονοί. [210, 843, 402, 929]
funerals-text-cont3: Ἐκηδεύθη χθὲς ἐκ τοῦ ἱεροῦ ναοῦ Ἁγίου Γεωργίου ὁ ἀποβιώσας Θεόδωρος Σχοινόπουλος. Ἐλένη Δημητριάδου, Γεώργιος Κων. Δαγλίδης καὶ Γεώργιος Ἰω. Ἀναγνώστου ἐκηδεύθησαν εἰς τὸ Α΄ Νεκροταφεῖον. [6, 1425, 197, 1498]
geneva-head: Η ΡΩΣΣΙΑ, ΔΙΑΚΗΡΥΣΣΟΥΝ ΟΙ ΔΥΤΙΚΟΙ ΘΕΛΕΙ ΑΠΥΡΑΥΛΟΝ ΜΕΣΟΓΕΙΟΝ ΑΛΛ᾿ ΟΧΙ ΚΑΙ ΑΠΥΡΑΥΛΟΝ ΚΑΣΠΙΑΝ [1185, 852, 1555, 913]
snails-head: Η ΤΟΥΡΚΙΑ ΜΕΤΑΠΙ ΤΑ ΣΑΛΙΓΚΑΡΙΩΝ [1006, 1526, 1144, 1553]
memorial-text: Τελοῦμεν αὔριον 10.30 π.μ. εἰς τὸν ἱερὸν ναὸν τῆς Εὐαγγελιστρίας τὸ τεσσαρακονθήμερον μνημόσυνον τοῦ προσφιλοῦς μας συζύγου, πατρὸς καὶ πάππου. Καλοῦμεν τοὺς συγγενεῖς καὶ φίλους νὰ παρευρεθοῦν. Ἡ σύζυγος, τὰ τέκνα, οἱ ἐγγονοί. [210, 627, 402, 713]
kennedy-sub-3: ΕΔΩΣΕ ΣΧΕΤΙΚΗΝ ΕΝΤΟΛΗΝ ΕΙΣ ΤΟΝ Ρ. ΚΕΝΝΕΝΤΥ [505, 1423, 896, 1440]
muslims-story: ΝΤΥΣΣΕΛΝΤΟΡΦ, 31. (Ἀσσ. Πρές). — Ἡ δυτικογερμανικὴ ἀστυνομία συνέλαβε δύο ἀνατολικογερμανοὺς δημοσιογράφους κατηγορουμένους ἐπὶ κατασκοπείᾳ. [999, 1109, 1151, 1182]
pubs-text: Ἰωάν. Ν. Σηφούτρης: «Ἡ Θεσσαλονίκη καὶ τὸ τέλος τοῦ πολέμου». Ἐπετηρὶς τῆς Ἑταιρείας Μακεδονικῶν Σπουδῶν, τεῦχος 1963. Ἐκδόσεις Βορείου Ἑλλάδος. [6, 1039, 197, 1088]
strauss-story-mid: Ὁ κ. Στράους, ὁ ὁποῖος ἐπεσκέφθη σήμερον τὴν Ἱερουσαλήμ, ἐδήλωσεν εἰς τοὺς δημοσιογράφους: «Ἔχω βεβαίως καθαρὸν μητρῷον καὶ καθαρὰν τὴν συνείδησιν». Διαδηλωταὶ συνεκεντρώθησαν πρὸ τοῦ ξενοδοχείου του κρατοῦντες πλακάτ. [608, 889, 793, 962]
recitals-text: Τὸ Ἑλληνικὸν Μελόδραμα θὰ δώσῃ παραστάσεις εἰς τὴν πόλιν μας. Ἡ προπώλησις τῶν εἰσιτηρίων ἤρχισεν εἰς τὸ ταμεῖον τοῦ θεάτρου. [210, 201, 402, 249]
doctor-story: ΟΥΑΣΙΓΚΤΩΝ, 31. (Ἀσσ. Πρές). — Ὁ Ἀμερικανὸς ὑπουργὸς Ἐξωτερικῶν κ. Ντὴν Ράσκ προειδοποίησε ὅτι ἡ διένεξις μεταξὺ Πεκίνου καὶ Μόσχας ἐνδέχεται νὰ καταστήσῃ τὴν Σοβιετικὴν Ἕνωσιν περισσότερον ἐπιθετικὴν ἔναντι τῆς Δύσεως. [1373, 1637, 1576, 1710]
gifts-head: Δωρεαί [6, 358, 61, 375]
anzus-story-cont: ΟΥΑΣΙΓΚΤΩΝ, 31. (Ἀσσ. Πρές). — Ὁ Ἀμερικανὸς ὑπουργὸς Ἐξωτερικῶν κ. Ντὴν Ράσκ προειδοποίησε ὅτι ἡ διένεξις μεταξὺ Πεκίνου καὶ Μόσχας ἐνδέχεται νὰ καταστήσῃ τὴν Σοβιετικὴν Ἕνωσιν περισσότερον ἐπιθετικὴν ἔναντι τῆς Δύσεως. [1373, 676, 1576, 750]
chicago-head: ΔΙΑΔΗΛΩΣΕΙΣ ΕΙΣ ΣΙΚΑΓΟΝ [763, 1613, 926, 1627]
japan-oecd-story: ΤΟΚΙΟ, 31. (Ἀσσ. Πρές). — Αἱ Ἡνωμέναι Πολιτεῖαι προειδοποίησαν τὴν Ἰνδονησίαν ὅτι θὰ διακόψουν τὴν οἰκονομικὴν βοήθειαν ἐὰν ἡ κυβέρνησις προβῇ εἰς κοινοποίησιν τῶν ἀμερικανικῶν ἑταιρειῶν πετρελαίου. [999, 1434, 1151, 1519]
symphony-text: Ἡ 17η συναυλία τῆς Σ.Ο.Β.Ε. θὰ δοθῇ τὴν Κυριακὴν εἰς τὸ θέατρον τῆς Ἑταιρείας Μακεδονικῶν Σπουδῶν. Θὰ ἐκτελεσθοῦν ἔργα Μπετόβεν καὶ Μότσαρτ ὑπὸ τὴν διεύθυνσιν τοῦ κ. Καρυδάκη. [210, 116, 402, 176]
strauss-story-left-cont: Ὁ κ. Στράους, ὁ ὁποῖος ἐπεσκέφθη σήμερον τὴν Ἱερουσαλήμ, ἐδήλωσεν εἰς τοὺς δημοσιογράφους: «Ἔχω βεβαίως καθαρὸν μητρῷον καὶ καθαρὰν τὴν συνείδησιν». Διαδηλωταὶ συνεκεντρώθησαν πρὸ τοῦ ξενοδοχείου του κρατοῦντες πλακάτ. [415, 1006, 600, 1079]
kentucky-head: ΚΑΙ ΕΙΣ ΚΕΝΤΑΚΥ [792, 1683, 898, 1697]
tax-story: ΑΘΗΝΑΙ, 31. — Βάσει στοιχείων τοῦ ὑπουργείου Οἰκονομικῶν, 299.903 φορολογούμενοι ὑπέβαλον δηλώσεις φόρου εἰσοδήματος, ἐκ τῶν ὁποίων προκύπτει συνολικὸν εἰσόδημα 18.051.180.000 δραχμῶν. [999, 407, 1151, 481]
cars-story: ΜΟΣΧΑ, 31. (Ρόυτερ). — Ἀντιπροσωπεία Τούρκων βουλευτῶν ἔφθασεν εἰς τὴν σοβιετικὴν πρωτεύουσαν. [999, 1025, 1151, 1073]
ecuador-story: ΓΕΝΕΥΗ, 31. (Ἀσσ. Πρές). — Ὁ Ἀμερικανὸς ἀντιπρόσωπος εἰς τὴν διάσκεψιν ἀφοπλισμοῦ ἐδήλωσεν ὅτι ἡ σοβιετικὴ πρότασις περὶ ἀπυραύλου Μεσογείου ἀποτελεῖ προπαγανδιστικὸν ἑλιγμόν. [1164, 1250, 1366, 1310]
ecuador-head-2: ΑΠΟΡΡΙΨΙΣ ΣΧΕΤΙΚΟΥ ΔΙΑΒΗΜΑ ΤΟΥ κ. ΡΑΣΚ [1220, 1231, 1519, 1246]
ecuador-kicker: Ἐνῷ διεθνῶς ἀνέρχονται εἰς τρία [1242, 1139, 1498, 1158]
strauss-story-mid-cont: ΤΕΛ ΑΒΙΒ, 31. (Ἀσσ. Πρές). — Ὁ τέως ὑπουργὸς ἀμύνης τῆς Δυτικῆς Γερμανίας κ. Φρὰντς Γιόζεφ Στράους ἐμηνύθη σήμερον ὑπὸ ὁμάδος Ἰσραηλινῶν ἀριστερῶν ὡς ἐγκληματίας πολέμου. Ἡ μήνυσις ὑπεβλήθη ἐνώπιον τοῦ γενικοῦ εἰσαγγελέως καὶ ζητεῖ τὴν σύλληψιν τοῦ Γερμανοῦ πολιτικοῦ, ὁ ὁποῖος εὑρίσκεται εἰς Ἰσραὴλ κατόπιν προσκλήσεως. [608, 969, 793, 1079]
column-social [0, 0, 203, 2324]
rusk-story: ΟΥΑΣΙΓΚΤΩΝ, 31. (Ἀσσ. Πρές). — Ὁ Ἀμερικανὸς ὑπουργὸς Ἐξωτερικῶν κ. Ντὴν Ράσκ προειδοποίησε ὅτι ἡ διένεξις μεταξὺ Πεκίνου καὶ Μόσχας ἐνδέχεται νὰ καταστήσῃ τὴν Σοβιετικὴν Ἕνωσιν περισσότερον ἐπιθετικὴν ἔναντι τῆς Δύσεως. [1164, 233, 1366, 307]
award-text: Ἡ «Τέχνη» ἀνακοινοῖ ὅτι ἀπονέμει χρηματικὰ βραβεῖα εἰς νέους μουσικοὺς κατόπιν διαγωνισμοῦ. Αἱ αἰτήσεις γίνονται δεκταὶ εἰς τὰ γραφεῖα τοῦ Σωματείου μέχρι τέλους τοῦ μηνός. [210, 399, 402, 459]
polaris-kicker: Ὡς ἐδήλωσεν ὁ ναύαρχος Φὲλτ [1245, 484, 1495, 503]
